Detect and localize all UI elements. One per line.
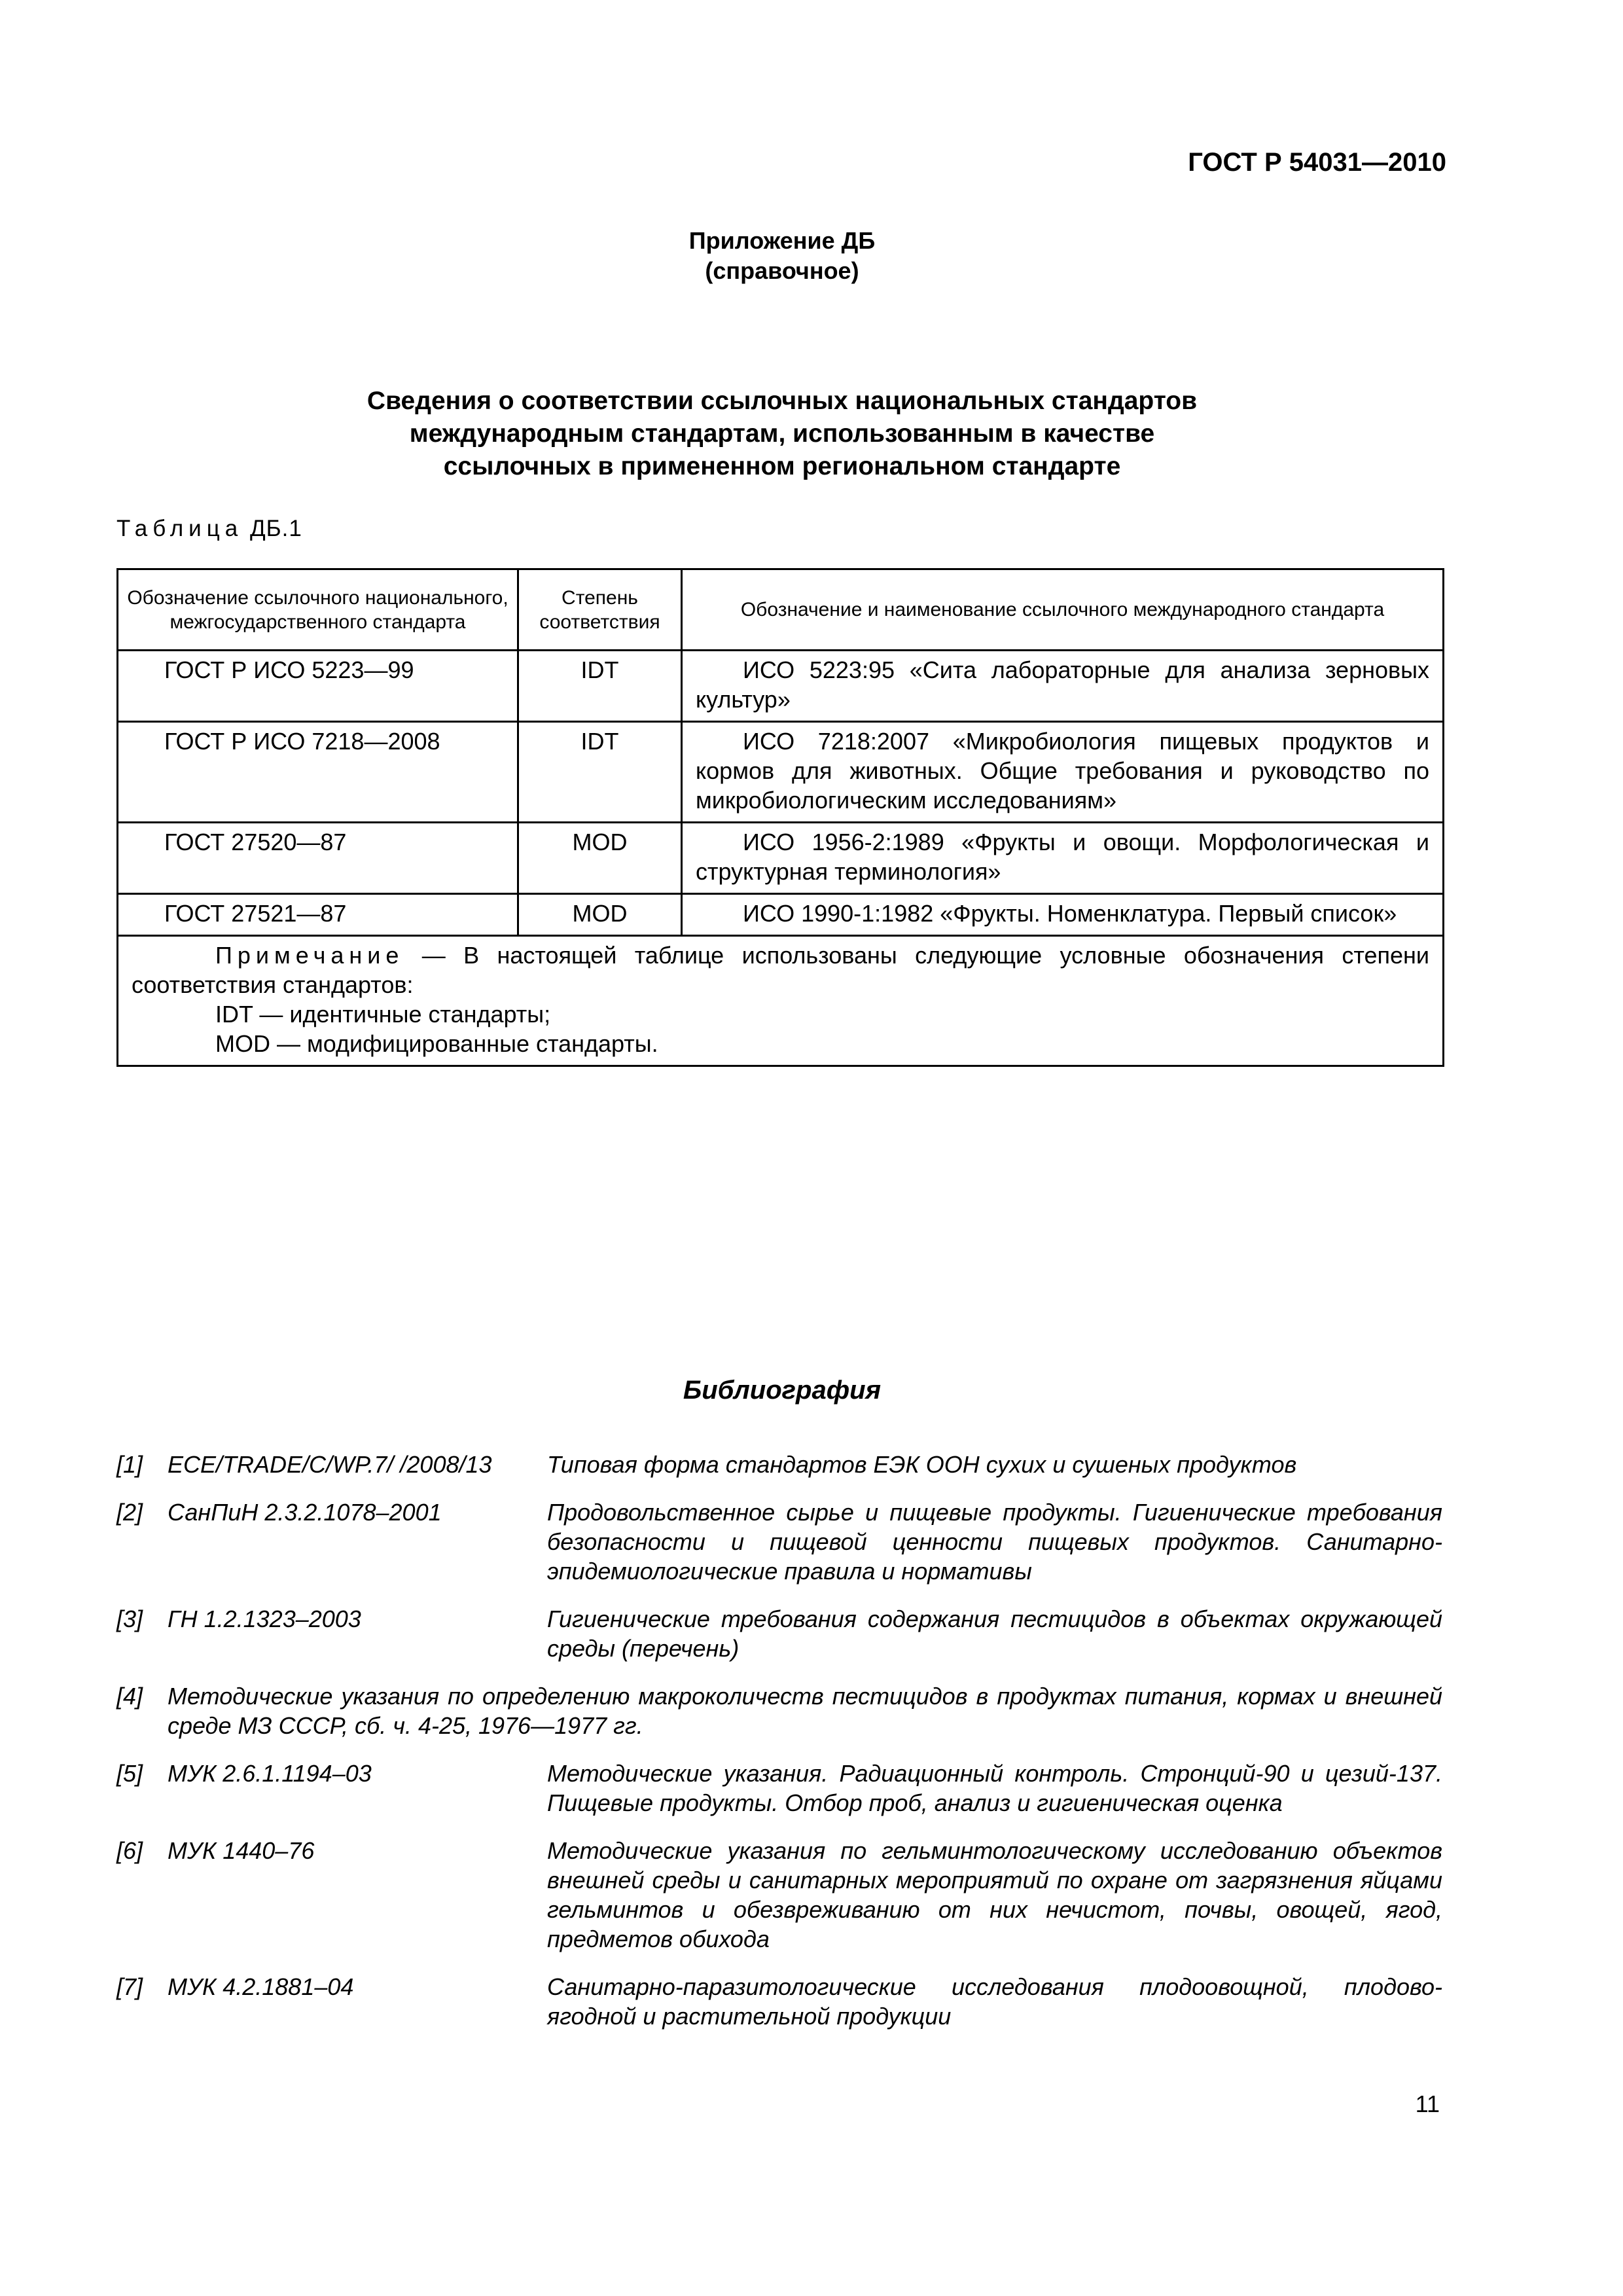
note-text: — В настоящей таблице использованы следующие условные обозначения степени соответствия стандартов: bbox=[132, 942, 1429, 998]
bib-text: Методические указания по гельминтологическому исследованию объектов внешней среды и санитарных мероприятий по охране от загрязнения яйцами гельминтов и обезвреживанию от них нечистот, почвы, овощей, ягод, предметов обихода bbox=[547, 1837, 1442, 1952]
bibliography-entry bbox=[116, 1681, 1442, 1740]
bib-number: [3] bbox=[116, 1605, 143, 1632]
table-label bbox=[116, 516, 302, 542]
bibliography-entry bbox=[116, 1972, 1442, 2031]
national-standard-cell: ГОСТ Р ИСО 5223—99 bbox=[118, 651, 518, 722]
bib-number: [1] bbox=[116, 1451, 143, 1478]
bibliography-entry bbox=[116, 1836, 1442, 1954]
section-title-line: Сведения о соответствии ссылочных национальных стандартов bbox=[366, 387, 1198, 415]
bibliography-list bbox=[116, 1450, 1442, 2049]
bib-number: [6] bbox=[116, 1837, 143, 1864]
bib-number: [2] bbox=[116, 1499, 143, 1526]
note-line-idt: IDT — идентичные стандарты; bbox=[215, 1001, 551, 1028]
bib-code: СанПиН 2.3.2.1078–2001 bbox=[168, 1499, 442, 1526]
bib-text: Санитарно-паразитологические исследования плодоовощной, плодово-ягодной и растительной продукции bbox=[547, 1973, 1442, 2030]
bibliography-title: Библиография bbox=[683, 1376, 882, 1405]
bibliography-entry bbox=[116, 1498, 1442, 1586]
international-standard-cell: ИСО 5223:95 «Сита лабораторные для анализа зерновых культур» bbox=[682, 651, 1444, 722]
appendix-subtitle: (справочное) bbox=[705, 257, 859, 284]
table-row bbox=[118, 894, 1444, 936]
section-title-line: ссылочных в примененном региональном стандарте bbox=[443, 452, 1121, 480]
bib-number: [7] bbox=[116, 1973, 143, 2000]
bib-code: МУК 2.6.1.1194–03 bbox=[168, 1760, 372, 1787]
table-header-row bbox=[118, 569, 1444, 651]
international-standard-cell: ИСО 7218:2007 «Микробиология пищевых продуктов и кормов для животных. Общие требования и руководство по микробиологическим исследованиям» bbox=[682, 722, 1444, 823]
table-label-number: ДБ.1 bbox=[249, 516, 302, 541]
national-standard-cell: ГОСТ Р ИСО 7218—2008 bbox=[118, 722, 518, 823]
international-standard-cell: ИСО 1956-2:1989 «Фрукты и овощи. Морфологическая и структурная терминология» bbox=[682, 823, 1444, 894]
header-international-standard: Обозначение и наименование ссылочного международного стандарта bbox=[682, 569, 1444, 651]
bibliography-entry bbox=[116, 1450, 1442, 1479]
bib-text: Типовая форма стандартов ЕЭК ООН сухих и сушеных продуктов bbox=[547, 1451, 1297, 1478]
header-national-standard: Обозначение ссылочного национального, межгосударственного стандарта bbox=[118, 569, 518, 651]
bibliography-entry bbox=[116, 1604, 1442, 1663]
bib-code: МУК 4.2.1881–04 bbox=[168, 1973, 354, 2000]
bib-code: ECE/TRADE/C/WP.7/ /2008/13 bbox=[168, 1451, 492, 1478]
bib-text: Продовольственное сырье и пищевые продукты. Гигиенические требования безопасности и пищевой ценности пищевых продуктов. Санитарно-эпидемиологические правила и нормативы bbox=[547, 1499, 1442, 1585]
bib-number: [4] bbox=[116, 1683, 143, 1710]
table-note bbox=[118, 936, 1444, 1066]
note-label: Примечание bbox=[215, 942, 404, 969]
bib-number: [5] bbox=[116, 1760, 143, 1787]
appendix-heading bbox=[0, 226, 1564, 286]
bib-text: Методические указания по определению макроколичеств пестицидов в продуктах питания, кормах и внешней среде МЗ СССР, сб. ч. 4-25, 1976—1977 гг. bbox=[168, 1683, 1442, 1739]
table-note-row bbox=[118, 936, 1444, 1066]
header-degree: Степень соответствия bbox=[518, 569, 682, 651]
note-line-mod: MOD — модифицированные стандарты. bbox=[215, 1030, 658, 1057]
degree-cell: IDT bbox=[518, 651, 682, 722]
table-row bbox=[118, 823, 1444, 894]
section-title bbox=[0, 385, 1564, 483]
degree-cell: MOD bbox=[518, 823, 682, 894]
degree-cell: MOD bbox=[518, 894, 682, 936]
table-label-prefix: Таблица bbox=[116, 516, 243, 541]
bib-text: Методические указания. Радиационный контроль. Стронций-90 и цезий-137. Пищевые продукты. Отбор проб, анализ и гигиеническая оценка bbox=[547, 1760, 1442, 1816]
national-standard-cell: ГОСТ 27521—87 bbox=[118, 894, 518, 936]
note-paragraph bbox=[132, 941, 1429, 999]
section-title-line: международным стандартам, использованным в качестве bbox=[409, 420, 1155, 448]
document-code: ГОСТ Р 54031—2010 bbox=[1188, 148, 1446, 177]
degree-cell: IDT bbox=[518, 722, 682, 823]
bib-code: МУК 1440–76 bbox=[168, 1837, 315, 1864]
page-number: 11 bbox=[1415, 2090, 1440, 2117]
table-row bbox=[118, 722, 1444, 823]
appendix-title: Приложение ДБ bbox=[688, 227, 876, 254]
bibliography-entry bbox=[116, 1759, 1442, 1818]
table-row bbox=[118, 651, 1444, 722]
national-standard-cell: ГОСТ 27520—87 bbox=[118, 823, 518, 894]
bib-text: Гигиенические требования содержания пестицидов в объектах окружающей среды (перечень) bbox=[547, 1605, 1442, 1662]
bib-code: ГН 1.2.1323–2003 bbox=[168, 1605, 361, 1632]
international-standard-cell: ИСО 1990-1:1982 «Фрукты. Номенклатура. Первый список» bbox=[682, 894, 1444, 936]
correspondence-table bbox=[116, 568, 1444, 1067]
